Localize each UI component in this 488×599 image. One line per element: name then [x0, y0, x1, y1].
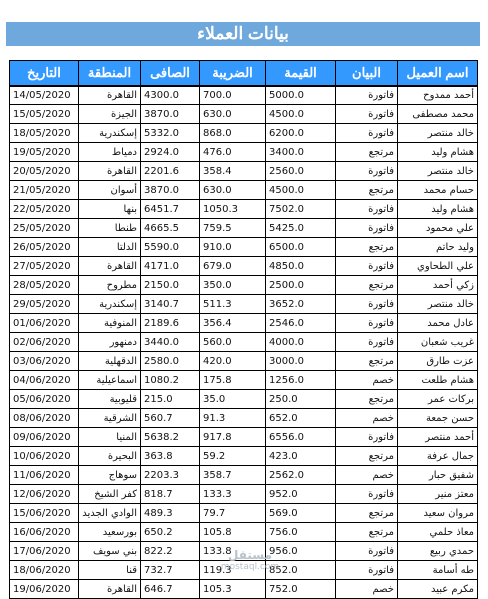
table-row[interactable]: [10, 314, 478, 333]
cell-region[interactable]: بنها: [79, 200, 141, 219]
table-row[interactable]: [10, 447, 478, 466]
column-header-region[interactable]: المنطقة: [79, 61, 141, 86]
cell-date[interactable]: 18/06/2020: [10, 561, 79, 580]
cell-date[interactable]: 22/05/2020: [10, 200, 79, 219]
table-row[interactable]: [10, 485, 478, 504]
cell-date[interactable]: 15/06/2020: [10, 504, 79, 523]
cell-date[interactable]: 28/05/2020: [10, 276, 79, 295]
table-row[interactable]: [10, 466, 478, 485]
cell-net[interactable]: 2150.0: [141, 276, 200, 295]
cell-tax[interactable]: 91.3: [200, 409, 266, 428]
cell-region[interactable]: كفر الشيخ: [79, 485, 141, 504]
cell-tax[interactable]: 350.0: [200, 276, 266, 295]
cell-net[interactable]: 2189.6: [141, 314, 200, 333]
cell-date[interactable]: 01/06/2020: [10, 314, 79, 333]
customers-table: [9, 60, 478, 599]
cell-customer-name[interactable]: أحمد ممدوح: [398, 86, 478, 105]
cell-value[interactable]: 5000.0: [266, 86, 336, 105]
cell-statement[interactable]: خصم: [336, 466, 398, 485]
cell-value[interactable]: 4000.0: [266, 333, 336, 352]
cell-statement[interactable]: فاتورة: [336, 333, 398, 352]
cell-tax[interactable]: 79.7: [200, 504, 266, 523]
cell-net[interactable]: 818.7: [141, 485, 200, 504]
cell-value[interactable]: 6500.0: [266, 238, 336, 257]
cell-tax[interactable]: 630.0: [200, 105, 266, 124]
cell-net[interactable]: 560.7: [141, 409, 200, 428]
cell-statement[interactable]: فاتورة: [336, 257, 398, 276]
cell-statement[interactable]: فاتورة: [336, 485, 398, 504]
cell-tax[interactable]: 910.0: [200, 238, 266, 257]
cell-customer-name[interactable]: طه أسامة: [398, 561, 478, 580]
table-row[interactable]: [10, 238, 478, 257]
cell-value[interactable]: 756.0: [266, 523, 336, 542]
cell-value[interactable]: 4850.0: [266, 257, 336, 276]
cell-value[interactable]: 952.0: [266, 485, 336, 504]
cell-tax[interactable]: 35.0: [200, 390, 266, 409]
cell-net[interactable]: 822.2: [141, 542, 200, 561]
cell-customer-name[interactable]: خالد منتصر: [398, 124, 478, 143]
cell-customer-name[interactable]: مكرم عبيد: [398, 580, 478, 599]
cell-tax[interactable]: 105.8: [200, 523, 266, 542]
cell-customer-name[interactable]: حسام محمد: [398, 181, 478, 200]
cell-region[interactable]: دمياط: [79, 143, 141, 162]
cell-date[interactable]: 14/05/2020: [10, 86, 79, 105]
cell-region[interactable]: إسكندرية: [79, 124, 141, 143]
cell-value[interactable]: 423.0: [266, 447, 336, 466]
cell-value[interactable]: 2500.0: [266, 276, 336, 295]
cell-date[interactable]: 25/05/2020: [10, 219, 79, 238]
cell-value[interactable]: 2560.0: [266, 162, 336, 181]
cell-value[interactable]: 569.0: [266, 504, 336, 523]
cell-value[interactable]: 250.0: [266, 390, 336, 409]
cell-net[interactable]: 2203.3: [141, 466, 200, 485]
watermark-text: mostaql.com: [220, 562, 280, 572]
cell-date[interactable]: 12/06/2020: [10, 485, 79, 504]
cell-net[interactable]: 5590.0: [141, 238, 200, 257]
table-row[interactable]: [10, 276, 478, 295]
page-title: بيانات العملاء: [6, 22, 480, 46]
cell-customer-name[interactable]: وليد حاتم: [398, 238, 478, 257]
table-row[interactable]: [10, 257, 478, 276]
cell-statement[interactable]: فاتورة: [336, 200, 398, 219]
cell-statement[interactable]: مرتجع: [336, 352, 398, 371]
cell-region[interactable]: طنطا: [79, 219, 141, 238]
cell-region[interactable]: سوهاج: [79, 466, 141, 485]
table-row[interactable]: [10, 504, 478, 523]
table-body: [10, 86, 478, 599]
cell-value[interactable]: 6200.0: [266, 124, 336, 143]
cell-tax[interactable]: 759.5: [200, 219, 266, 238]
cell-region[interactable]: أسوان: [79, 181, 141, 200]
column-header-net[interactable]: الصافى: [141, 61, 200, 86]
cell-value[interactable]: 3400.0: [266, 143, 336, 162]
cell-customer-name[interactable]: معتز منير: [398, 485, 478, 504]
column-header-customer-name[interactable]: اسم العميل: [398, 61, 478, 86]
cell-customer-name[interactable]: زكي أحمد: [398, 276, 478, 295]
cell-statement[interactable]: مرتجع: [336, 181, 398, 200]
cell-statement[interactable]: خصم: [336, 371, 398, 390]
cell-net[interactable]: 2201.6: [141, 162, 200, 181]
cell-region[interactable]: اسماعيلية: [79, 371, 141, 390]
table-row[interactable]: [10, 523, 478, 542]
cell-net[interactable]: 489.3: [141, 504, 200, 523]
table-row[interactable]: [10, 105, 478, 124]
cell-tax[interactable]: 917.8: [200, 428, 266, 447]
cell-region[interactable]: القاهرة: [79, 257, 141, 276]
cell-net[interactable]: 2924.0: [141, 143, 200, 162]
cell-region[interactable]: إسكندرية: [79, 295, 141, 314]
table-row[interactable]: [10, 219, 478, 238]
cell-value[interactable]: 3652.0: [266, 295, 336, 314]
cell-value[interactable]: 7502.0: [266, 200, 336, 219]
cell-date[interactable]: 08/06/2020: [10, 409, 79, 428]
cell-date[interactable]: 20/05/2020: [10, 162, 79, 181]
cell-date[interactable]: 10/06/2020: [10, 447, 79, 466]
cell-statement[interactable]: خصم: [336, 580, 398, 599]
cell-statement[interactable]: فاتورة: [336, 124, 398, 143]
cell-customer-name[interactable]: أحمد منتصر: [398, 428, 478, 447]
cell-value[interactable]: 752.0: [266, 580, 336, 599]
cell-customer-name[interactable]: عادل محمد: [398, 314, 478, 333]
cell-customer-name[interactable]: هشام طلعت: [398, 371, 478, 390]
cell-region[interactable]: قليوبية: [79, 390, 141, 409]
cell-net[interactable]: 2580.0: [141, 352, 200, 371]
table-row[interactable]: [10, 390, 478, 409]
cell-tax[interactable]: 511.3: [200, 295, 266, 314]
cell-tax[interactable]: 133.8: [200, 542, 266, 561]
column-header-statement[interactable]: البيان: [336, 61, 398, 86]
cell-date[interactable]: 11/06/2020: [10, 466, 79, 485]
cell-statement[interactable]: مرتجع: [336, 504, 398, 523]
cell-value[interactable]: 6556.0: [266, 428, 336, 447]
cell-value[interactable]: 2562.0: [266, 466, 336, 485]
table-row[interactable]: [10, 200, 478, 219]
cell-net[interactable]: 3870.0: [141, 181, 200, 200]
cell-statement[interactable]: فاتورة: [336, 428, 398, 447]
watermark-logo: مستقل: [228, 548, 272, 562]
table-row[interactable]: [10, 333, 478, 352]
cell-statement[interactable]: فاتورة: [336, 86, 398, 105]
cell-net[interactable]: 4300.0: [141, 86, 200, 105]
column-header-date[interactable]: التاريخ: [10, 61, 79, 86]
cell-region[interactable]: الشرقية: [79, 409, 141, 428]
cell-net[interactable]: 1080.2: [141, 371, 200, 390]
cell-value[interactable]: 4500.0: [266, 105, 336, 124]
table-row[interactable]: [10, 580, 478, 599]
cell-region[interactable]: الجيزة: [79, 105, 141, 124]
cell-value[interactable]: 652.0: [266, 409, 336, 428]
cell-tax[interactable]: 476.0: [200, 143, 266, 162]
cell-net[interactable]: 6451.7: [141, 200, 200, 219]
cell-date[interactable]: 02/06/2020: [10, 333, 79, 352]
cell-statement[interactable]: فاتورة: [336, 542, 398, 561]
cell-customer-name[interactable]: علي الطحاوي: [398, 257, 478, 276]
table-row[interactable]: [10, 124, 478, 143]
cell-customer-name[interactable]: جمال عرفة: [398, 447, 478, 466]
cell-customer-name[interactable]: هشام وليد: [398, 200, 478, 219]
table-row[interactable]: [10, 409, 478, 428]
cell-customer-name[interactable]: علي محمود: [398, 219, 478, 238]
table-row[interactable]: [10, 86, 478, 105]
cell-region[interactable]: الدلتا: [79, 238, 141, 257]
cell-region[interactable]: المنوفية: [79, 314, 141, 333]
cell-statement[interactable]: مرتجع: [336, 447, 398, 466]
cell-tax[interactable]: 356.4: [200, 314, 266, 333]
cell-statement[interactable]: فاتورة: [336, 105, 398, 124]
cell-net[interactable]: 646.7: [141, 580, 200, 599]
cell-date[interactable]: 05/06/2020: [10, 390, 79, 409]
table-row[interactable]: [10, 143, 478, 162]
cell-customer-name[interactable]: غريب شعبان: [398, 333, 478, 352]
cell-date[interactable]: 04/06/2020: [10, 371, 79, 390]
cell-value[interactable]: 956.0: [266, 542, 336, 561]
cell-region[interactable]: القاهرة: [79, 162, 141, 181]
cell-customer-name[interactable]: بركات عمر: [398, 390, 478, 409]
cell-tax[interactable]: 358.4: [200, 162, 266, 181]
cell-statement[interactable]: خصم: [336, 409, 398, 428]
table-row[interactable]: [10, 371, 478, 390]
cell-value[interactable]: 2546.0: [266, 314, 336, 333]
cell-customer-name[interactable]: شفيق حبار: [398, 466, 478, 485]
cell-tax[interactable]: 679.0: [200, 257, 266, 276]
table-row[interactable]: [10, 181, 478, 200]
table-row[interactable]: [10, 295, 478, 314]
cell-value[interactable]: 5425.0: [266, 219, 336, 238]
cell-tax[interactable]: 59.2: [200, 447, 266, 466]
cell-region[interactable]: قنا: [79, 561, 141, 580]
cell-customer-name[interactable]: خالد منتصر: [398, 295, 478, 314]
cell-date[interactable]: 19/05/2020: [10, 143, 79, 162]
cell-tax[interactable]: 1050.3: [200, 200, 266, 219]
cell-value[interactable]: 4500.0: [266, 181, 336, 200]
cell-date[interactable]: 09/06/2020: [10, 428, 79, 447]
column-header-tax[interactable]: الضريبة: [200, 61, 266, 86]
cell-tax[interactable]: 630.0: [200, 181, 266, 200]
cell-net[interactable]: 363.8: [141, 447, 200, 466]
cell-net[interactable]: 5638.2: [141, 428, 200, 447]
cell-date[interactable]: 27/05/2020: [10, 257, 79, 276]
cell-value[interactable]: 1256.0: [266, 371, 336, 390]
table-row[interactable]: [10, 352, 478, 371]
cell-tax[interactable]: 133.3: [200, 485, 266, 504]
cell-statement[interactable]: فاتورة: [336, 219, 398, 238]
cell-statement[interactable]: مرتجع: [336, 276, 398, 295]
cell-region[interactable]: مطروح: [79, 276, 141, 295]
cell-date[interactable]: 26/05/2020: [10, 238, 79, 257]
table-row[interactable]: [10, 428, 478, 447]
cell-region[interactable]: بني سويف: [79, 542, 141, 561]
cell-statement[interactable]: فاتورة: [336, 295, 398, 314]
cell-tax[interactable]: 868.0: [200, 124, 266, 143]
cell-net[interactable]: 3440.0: [141, 333, 200, 352]
cell-statement[interactable]: فاتورة: [336, 314, 398, 333]
cell-date[interactable]: 03/06/2020: [10, 352, 79, 371]
cell-statement[interactable]: فاتورة: [336, 561, 398, 580]
cell-region[interactable]: القاهرة: [79, 580, 141, 599]
watermark: [220, 548, 280, 576]
cell-net[interactable]: 732.7: [141, 561, 200, 580]
cell-tax[interactable]: 175.8: [200, 371, 266, 390]
table-header-row: [10, 61, 478, 86]
cell-net[interactable]: 5332.0: [141, 124, 200, 143]
column-header-value[interactable]: القيمة: [266, 61, 336, 86]
cell-statement[interactable]: مرتجع: [336, 523, 398, 542]
cell-date[interactable]: 29/05/2020: [10, 295, 79, 314]
cell-customer-name[interactable]: هشام وليد: [398, 143, 478, 162]
cell-tax[interactable]: 700.0: [200, 86, 266, 105]
cell-net[interactable]: 4171.0: [141, 257, 200, 276]
cell-date[interactable]: 15/05/2020: [10, 105, 79, 124]
cell-date[interactable]: 21/05/2020: [10, 181, 79, 200]
cell-tax[interactable]: 560.0: [200, 333, 266, 352]
cell-customer-name[interactable]: حسن جمعة: [398, 409, 478, 428]
cell-tax[interactable]: 105.3: [200, 580, 266, 599]
cell-tax[interactable]: 119.3: [200, 561, 266, 580]
cell-net[interactable]: 3870.0: [141, 105, 200, 124]
cell-statement[interactable]: مرتجع: [336, 143, 398, 162]
cell-date[interactable]: 17/06/2020: [10, 542, 79, 561]
cell-net[interactable]: 3140.7: [141, 295, 200, 314]
cell-statement[interactable]: فاتورة: [336, 162, 398, 181]
cell-region[interactable]: القاهرة: [79, 86, 141, 105]
cell-region[interactable]: البحيرة: [79, 447, 141, 466]
cell-net[interactable]: 650.2: [141, 523, 200, 542]
cell-region[interactable]: الوادي الجديد: [79, 504, 141, 523]
cell-net[interactable]: 4665.5: [141, 219, 200, 238]
cell-region[interactable]: دمنهور: [79, 333, 141, 352]
cell-customer-name[interactable]: عزت طارق: [398, 352, 478, 371]
cell-tax[interactable]: 358.7: [200, 466, 266, 485]
cell-region[interactable]: بورسعيد: [79, 523, 141, 542]
cell-date[interactable]: 19/06/2020: [10, 580, 79, 599]
cell-region[interactable]: الدقهلية: [79, 352, 141, 371]
cell-value[interactable]: 3000.0: [266, 352, 336, 371]
cell-statement[interactable]: مرتجع: [336, 390, 398, 409]
cell-customer-name[interactable]: معاذ حلمي: [398, 523, 478, 542]
table-row[interactable]: [10, 162, 478, 181]
cell-tax[interactable]: 420.0: [200, 352, 266, 371]
cell-date[interactable]: 16/06/2020: [10, 523, 79, 542]
cell-customer-name[interactable]: خالد منتصر: [398, 162, 478, 181]
cell-date[interactable]: 18/05/2020: [10, 124, 79, 143]
cell-customer-name[interactable]: مروان سعيد: [398, 504, 478, 523]
cell-customer-name[interactable]: محمد مصطفى: [398, 105, 478, 124]
cell-net[interactable]: 215.0: [141, 390, 200, 409]
cell-value[interactable]: 852.0: [266, 561, 336, 580]
cell-statement[interactable]: مرتجع: [336, 238, 398, 257]
cell-customer-name[interactable]: حمدي ربيع: [398, 542, 478, 561]
cell-region[interactable]: المنيا: [79, 428, 141, 447]
